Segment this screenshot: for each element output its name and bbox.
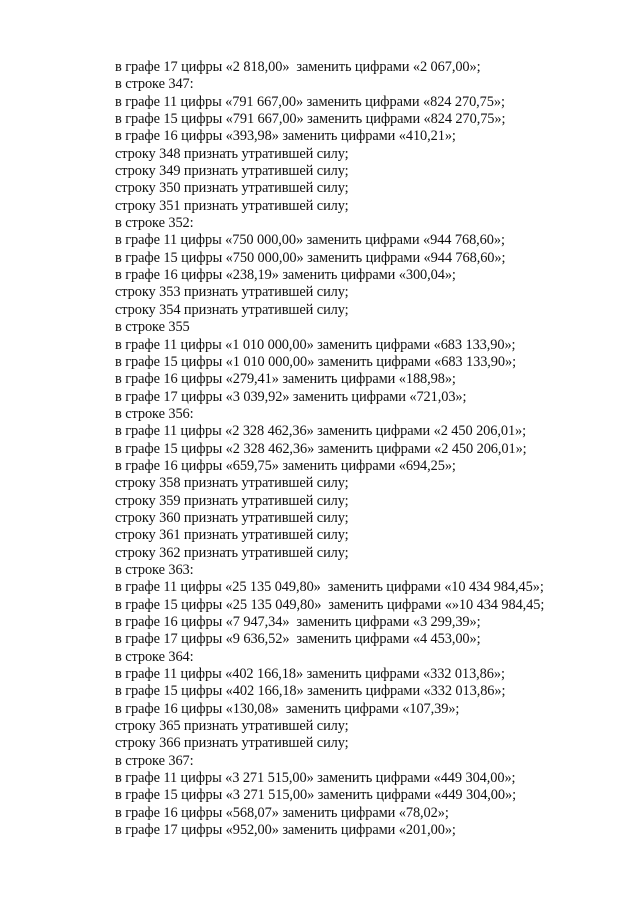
document-line: в строке 347: <box>115 76 194 93</box>
document-line: в графе 11 цифры «402 166,18» заменить цифрами «332 013,86»; <box>115 666 505 683</box>
document-line: строку 365 признать утратившей силу; <box>115 718 349 735</box>
document-line: строку 362 признать утратившей силу; <box>115 544 349 561</box>
document-line: в строке 352: <box>115 215 194 232</box>
document-line: строку 353 признать утратившей силу; <box>115 284 349 301</box>
document-line: в графе 11 цифры «750 000,00» заменить цифрами «944 768,60»; <box>115 232 505 249</box>
document-line: в строке 355 <box>115 319 190 336</box>
document-line: в графе 15 цифры «3 271 515,00» заменить цифрами «449 304,00»; <box>115 787 516 804</box>
document-line: в графе 17 цифры «3 039,92» заменить цифрами «721,03»; <box>115 388 467 405</box>
document-line: в графе 11 цифры «791 667,00» заменить цифрами «824 270,75»; <box>115 93 505 110</box>
document-line: строку 366 признать утратившей силу; <box>115 735 349 752</box>
document-line: в графе 17 цифры «952,00» заменить цифрами «201,00»; <box>115 822 456 839</box>
document-line: в графе 16 цифры «7 947,34» заменить цифрами «3 299,39»; <box>115 614 481 630</box>
document-line: строку 350 признать утратившей силу; <box>115 180 349 197</box>
document-line: в строке 356: <box>115 405 194 422</box>
document-line: в графе 11 цифры «3 271 515,00» заменить цифрами «449 304,00»; <box>115 770 516 787</box>
document-line: строку 359 признать утратившей силу; <box>115 492 349 509</box>
document-line: в графе 11 цифры «2 328 462,36» заменить цифрами «2 450 206,01»; <box>115 423 527 440</box>
document-line: в графе 15 цифры «750 000,00» заменить цифрами «944 768,60»; <box>115 249 506 266</box>
document-line: строку 361 признать утратившей силу; <box>115 527 349 544</box>
document-line: в строке 363: <box>115 561 194 578</box>
document-line: в строке 364: <box>115 648 194 665</box>
document-line: в графе 15 цифры «402 166,18» заменить цифрами «332 013,86»; <box>115 683 506 700</box>
document-line: в графе 16 цифры «659,75» заменить цифрами «694,25»; <box>115 457 456 474</box>
document-line: в графе 16 цифры «130,08» заменить цифрами «107,39»; <box>115 700 460 717</box>
document-line: строку 360 признать утратившей силу; <box>115 509 349 526</box>
document-line: в графе 16 цифры «568,07» заменить цифрами «78,02»; <box>115 804 449 821</box>
document-line: в графе 15 цифры «25 135 049,80» заменить цифрами «»10 434 984,45; <box>115 596 545 613</box>
document-line: в графе 16 цифры «279,41» заменить цифрами «188,98»; <box>115 371 456 388</box>
document-line: строку 348 признать утратившей силу; <box>115 145 349 162</box>
document-line: строку 351 признать утратившей силу; <box>115 197 349 214</box>
document-line: в графе 11 цифры «1 010 000,00» заменить цифрами «683 133,90»; <box>115 336 516 353</box>
amendment-list <box>115 59 615 839</box>
document-line: в графе 15 цифры «791 667,00» заменить цифрами «824 270,75»; <box>115 111 506 128</box>
document-line: в графе 15 цифры «2 328 462,36» заменить цифрами «2 450 206,01»; <box>115 440 527 457</box>
document-line: в графе 16 цифры «393,98» заменить цифрами «410,21»; <box>115 128 456 145</box>
document-line: строку 349 признать утратившей силу; <box>115 163 349 180</box>
document-line: в графе 15 цифры «1 010 000,00» заменить цифрами «683 133,90»; <box>115 353 516 370</box>
document-line: строку 358 признать утратившей силу; <box>115 475 349 492</box>
document-line: в графе 17 цифры «9 636,52» заменить цифрами «4 453,00»; <box>115 631 481 648</box>
document-line: в строке 367: <box>115 752 194 769</box>
document-line: строку 354 признать утратившей силу; <box>115 301 349 318</box>
document-line: в графе 16 цифры «238,19» заменить цифрами «300,04»; <box>115 267 456 284</box>
document-line: в графе 17 цифры «2 818,00» заменить цифрами «2 067,00»; <box>115 59 481 75</box>
document-line: в графе 11 цифры «25 135 049,80» заменить цифрами «10 434 984,45»; <box>115 579 544 596</box>
